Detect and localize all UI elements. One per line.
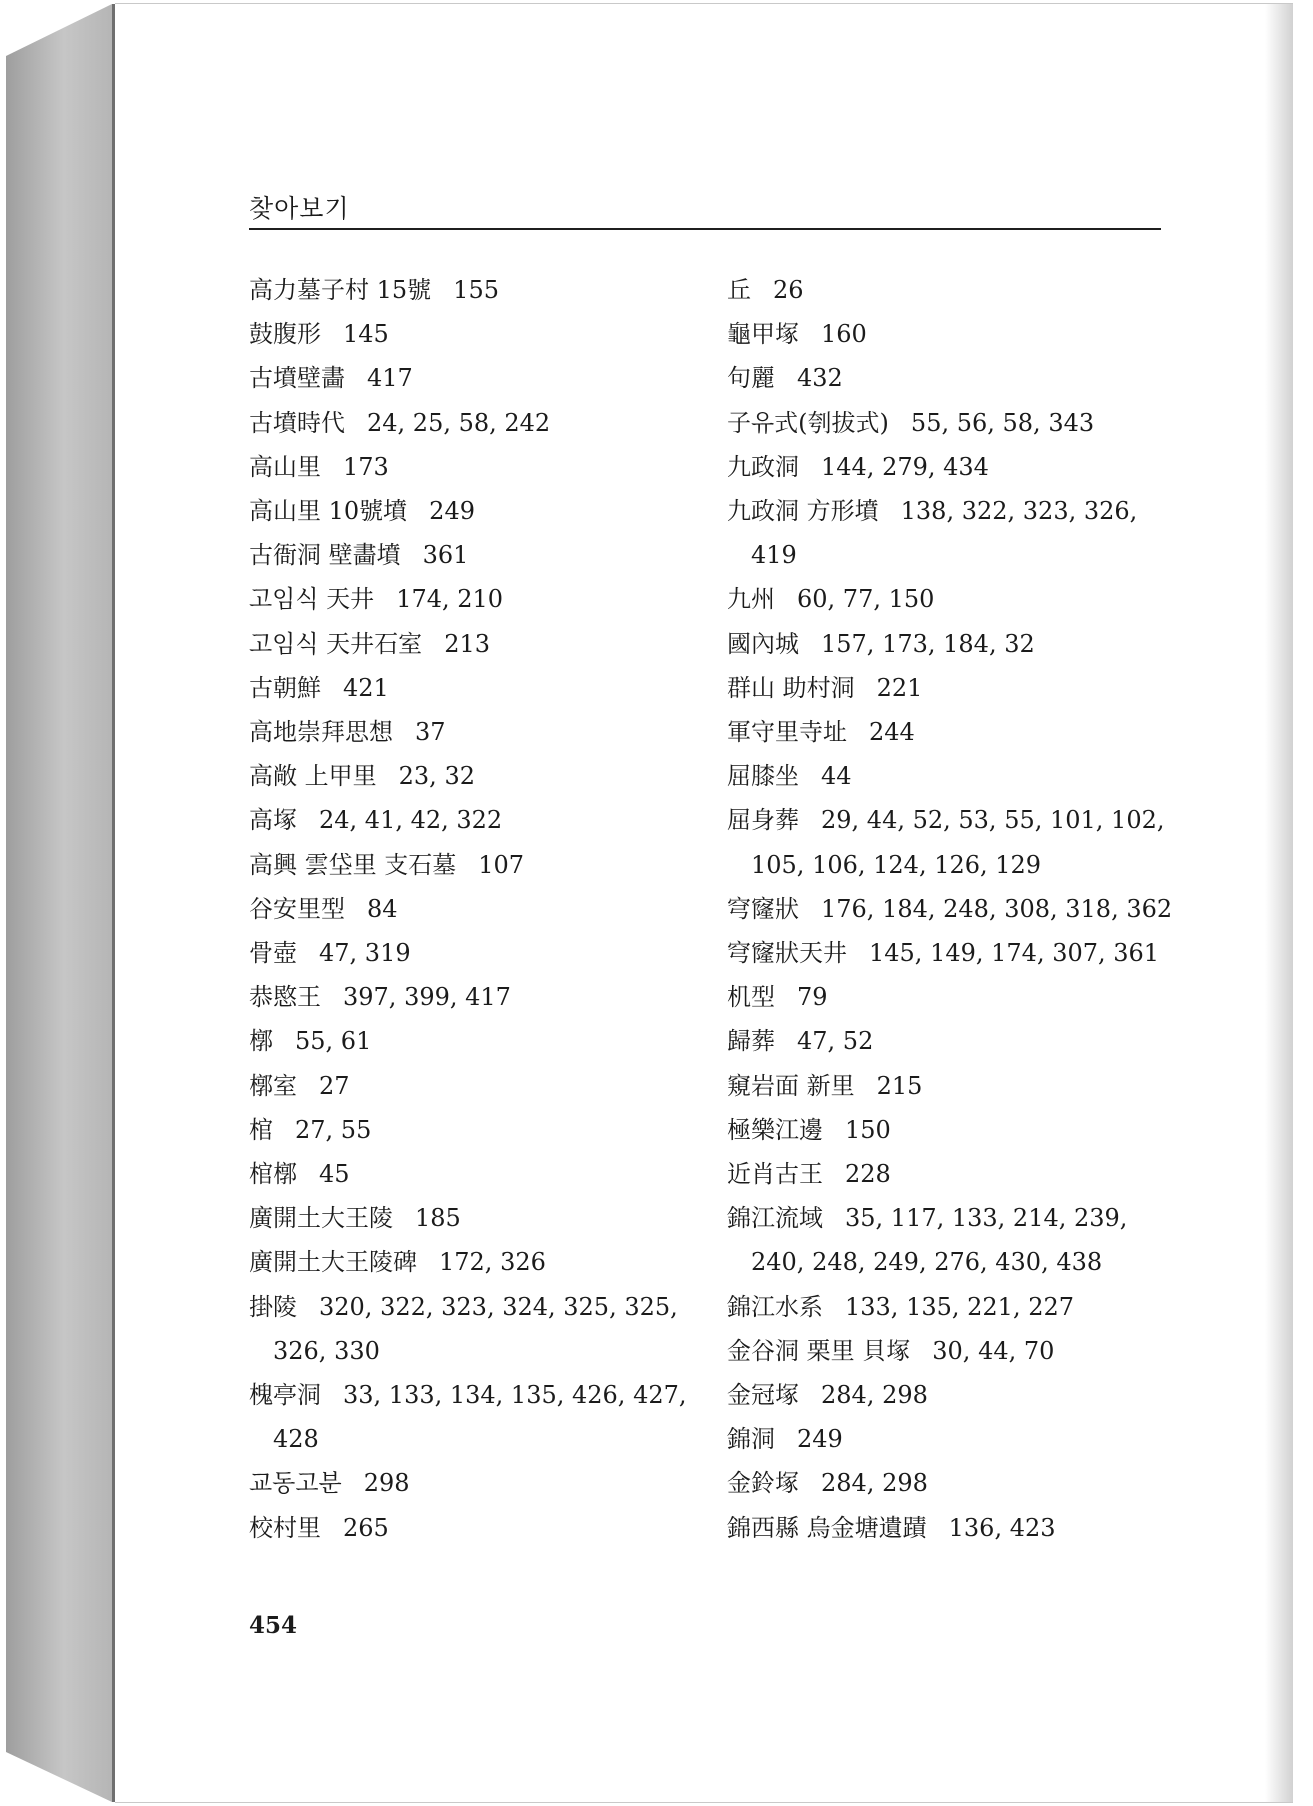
index-term: 교동고분 <box>249 1469 342 1498</box>
index-page-refs: 249 <box>429 497 475 526</box>
index-page-refs: 284, 298 <box>821 1381 928 1410</box>
index-entry <box>727 356 1207 400</box>
index-page-refs: 172, 326 <box>439 1248 546 1277</box>
index-page-refs: 55, 56, 58, 343 <box>910 408 1095 437</box>
index-entry <box>249 622 719 666</box>
index-page-refs: 60, 77, 150 <box>797 585 935 614</box>
index-term: 槐亭洞 <box>249 1381 321 1410</box>
index-term: 棺 <box>249 1115 273 1144</box>
index-entry <box>727 1373 1207 1417</box>
index-term: 九州 <box>727 585 775 614</box>
index-entry <box>249 710 719 754</box>
index-entry <box>249 356 719 400</box>
index-entry <box>249 1506 719 1550</box>
page-number: 454 <box>249 1612 298 1639</box>
index-term: 群山 助村洞 <box>727 673 855 702</box>
index-entry <box>727 931 1207 975</box>
index-term: 高塚 <box>249 806 297 835</box>
index-entry <box>727 1196 1207 1284</box>
index-page-refs: 145 <box>343 320 389 349</box>
index-term: 歸葬 <box>727 1027 775 1056</box>
index-term: 机型 <box>727 983 775 1012</box>
index-term: 穹窿狀 <box>727 894 799 923</box>
index-page-refs: 320, 322, 323, 324, 325, 325, <box>319 1292 678 1321</box>
index-term: 國內城 <box>727 629 799 658</box>
index-term: 高山里 10號墳 <box>249 497 408 526</box>
index-entry <box>249 754 719 798</box>
index-page-refs: 185 <box>415 1204 461 1233</box>
index-page-refs: 26 <box>773 276 804 304</box>
index-term: 骨壺 <box>249 939 297 968</box>
index-term: 金鈴塚 <box>727 1469 799 1498</box>
index-term: 고임식 天井 <box>249 585 375 614</box>
index-term: 古墳時代 <box>249 408 345 437</box>
index-term: 高地崇拜思想 <box>249 718 393 747</box>
index-term: 丘 <box>727 276 751 304</box>
index-term: 掛陵 <box>249 1292 297 1321</box>
index-term: 槨 <box>249 1027 273 1056</box>
index-entry <box>727 312 1207 356</box>
index-term: 極樂江邊 <box>727 1115 823 1144</box>
index-entry <box>727 887 1207 931</box>
index-page-refs: 84 <box>367 894 398 923</box>
index-page-refs: 23, 32 <box>398 762 475 791</box>
index-page-refs: 27 <box>319 1071 350 1100</box>
index-page-refs: 284, 298 <box>821 1469 928 1498</box>
index-entry <box>727 975 1207 1019</box>
index-page-refs: 150 <box>845 1115 891 1144</box>
index-page-refs-continued: 419 <box>751 541 797 570</box>
index-entry <box>727 1506 1207 1550</box>
index-page-refs: 35, 117, 133, 214, 239, <box>845 1204 1128 1233</box>
index-entry <box>727 445 1207 489</box>
index-page-refs-continued: 428 <box>273 1425 319 1454</box>
index-term: 軍守里寺址 <box>727 718 847 747</box>
index-page-refs: 157, 173, 184, 32 <box>821 629 1035 658</box>
index-term: 子유式(刳拔式) <box>727 408 889 437</box>
index-entry <box>249 1373 719 1461</box>
index-page-refs-continued: 240, 248, 249, 276, 430, 438 <box>751 1248 1103 1277</box>
index-page-refs: 432 <box>797 364 843 393</box>
index-page-refs: 44 <box>821 762 852 791</box>
index-term: 高敞 上甲里 <box>249 762 377 791</box>
index-page-refs: 298 <box>363 1469 410 1498</box>
index-column-left <box>249 268 719 1550</box>
index-term: 고임식 天井石室 <box>249 629 423 658</box>
index-page-refs: 47, 319 <box>319 939 411 968</box>
index-term: 穹窿狀天井 <box>727 939 847 968</box>
index-page-refs: 55, 61 <box>295 1027 372 1056</box>
index-page-refs: 144, 279, 434 <box>821 452 989 481</box>
index-column-right <box>727 268 1207 1550</box>
index-page-refs: 249 <box>797 1425 843 1454</box>
index-term: 校村里 <box>249 1513 321 1542</box>
index-term: 錦江流域 <box>727 1204 823 1233</box>
index-term: 錦洞 <box>727 1425 775 1454</box>
index-term: 高力墓子村 15號 <box>249 276 432 304</box>
heading-rule <box>249 228 1161 230</box>
index-page-refs-continued: 326, 330 <box>273 1336 380 1365</box>
index-page-refs: 221 <box>876 673 923 702</box>
index-term: 古墳壁畵 <box>249 364 345 393</box>
index-entry <box>727 489 1207 577</box>
index-entry <box>249 268 719 312</box>
index-entry <box>249 489 719 533</box>
index-page-refs: 45 <box>319 1160 350 1189</box>
index-page-refs: 24, 25, 58, 242 <box>367 408 551 437</box>
index-term: 錦江水系 <box>727 1292 823 1321</box>
index-page-refs: 136, 423 <box>948 1513 1056 1542</box>
index-entry <box>249 843 719 887</box>
index-page-refs: 37 <box>415 718 446 747</box>
index-page-refs: 107 <box>478 850 525 879</box>
index-term: 錦西縣 烏金塘遺蹟 <box>727 1513 927 1542</box>
book-spine <box>0 0 116 1806</box>
index-entry <box>727 268 1207 312</box>
index-entry <box>727 577 1207 621</box>
index-entry <box>249 533 719 577</box>
index-entry <box>249 1196 719 1240</box>
index-page-refs: 174, 210 <box>396 585 504 614</box>
index-entry <box>727 401 1207 445</box>
index-page-refs: 417 <box>367 364 413 393</box>
index-page-refs: 228 <box>845 1160 891 1189</box>
index-term: 高興 雲垈里 支石墓 <box>249 850 457 879</box>
index-term: 恭愍王 <box>249 983 321 1012</box>
index-entry <box>249 666 719 710</box>
index-page-refs: 176, 184, 248, 308, 318, 362 <box>821 894 1173 923</box>
index-term: 高山里 <box>249 452 321 481</box>
index-page-refs: 173 <box>343 452 389 481</box>
index-term: 金谷洞 栗里 貝塚 <box>727 1336 911 1365</box>
index-term: 近肖古王 <box>727 1160 823 1189</box>
index-entry <box>727 1019 1207 1063</box>
index-term: 屈身葬 <box>727 806 799 835</box>
index-entry <box>727 1285 1207 1329</box>
index-entry <box>249 445 719 489</box>
index-page-refs: 79 <box>797 983 828 1012</box>
index-term: 廣開土大王陵碑 <box>249 1248 417 1277</box>
index-entry <box>727 1064 1207 1108</box>
index-page-refs: 27, 55 <box>295 1115 372 1144</box>
index-term: 棺槨 <box>249 1160 297 1189</box>
index-entry <box>727 1417 1207 1461</box>
index-entry <box>727 1152 1207 1196</box>
index-term: 窺岩面 新里 <box>727 1071 855 1100</box>
index-entry <box>249 1152 719 1196</box>
index-page-refs: 155 <box>453 276 499 304</box>
index-term: 古衙洞 壁畵墳 <box>249 541 401 570</box>
index-term: 金冠塚 <box>727 1381 799 1410</box>
index-term: 鼓腹形 <box>249 320 321 349</box>
index-entry <box>727 754 1207 798</box>
index-term: 屈膝坐 <box>727 762 799 791</box>
index-page-refs: 213 <box>444 629 490 658</box>
index-term: 古朝鮮 <box>249 673 321 702</box>
index-page-refs: 145, 149, 174, 307, 361 <box>869 939 1160 968</box>
index-term: 句麗 <box>727 364 775 393</box>
book-page <box>115 3 1293 1803</box>
index-term: 廣開土大王陵 <box>249 1204 393 1233</box>
index-entry <box>727 622 1207 666</box>
index-page-refs: 47, 52 <box>797 1027 874 1056</box>
index-entry <box>727 710 1207 754</box>
index-entry <box>727 1461 1207 1505</box>
index-entry <box>727 798 1207 886</box>
index-page-refs: 24, 41, 42, 322 <box>319 806 503 835</box>
index-term: 槨室 <box>249 1071 297 1100</box>
index-entry <box>249 931 719 975</box>
index-page-refs: 133, 135, 221, 227 <box>845 1292 1075 1321</box>
index-page-refs: 30, 44, 70 <box>932 1336 1055 1365</box>
index-entry <box>249 975 719 1019</box>
index-page-refs: 265 <box>343 1513 389 1542</box>
index-entry <box>249 312 719 356</box>
index-entry <box>249 1108 719 1152</box>
index-page-refs: 29, 44, 52, 53, 55, 101, 102, <box>821 806 1165 835</box>
index-entry <box>249 1019 719 1063</box>
index-page-refs-continued: 105, 106, 124, 126, 129 <box>751 850 1042 879</box>
index-entry <box>249 798 719 842</box>
index-entry <box>249 1285 719 1373</box>
index-entry <box>249 401 719 445</box>
index-page-refs: 215 <box>876 1071 923 1100</box>
index-entry <box>727 666 1207 710</box>
index-entry <box>249 1240 719 1284</box>
index-page-refs: 138, 322, 323, 326, <box>900 497 1138 526</box>
index-entry <box>727 1108 1207 1152</box>
index-page-refs: 33, 133, 134, 135, 426, 427, <box>343 1381 687 1410</box>
index-term: 九政洞 <box>727 452 799 481</box>
index-entry <box>249 577 719 621</box>
index-entry <box>249 1064 719 1108</box>
index-term: 九政洞 方形墳 <box>727 497 879 526</box>
index-page-refs: 244 <box>869 718 915 747</box>
index-entry <box>727 1329 1207 1373</box>
index-page-refs: 421 <box>343 673 389 702</box>
index-page-refs: 160 <box>821 320 867 349</box>
index-entry <box>249 887 719 931</box>
index-term: 龜甲塚 <box>727 320 799 349</box>
index-entry <box>249 1461 719 1505</box>
index-term: 谷安里型 <box>249 894 345 923</box>
page-edge-shadow <box>1265 4 1293 1802</box>
index-page-refs: 361 <box>422 541 469 570</box>
page-heading: 찾아보기 <box>249 194 350 223</box>
index-page-refs: 397, 399, 417 <box>343 983 511 1012</box>
